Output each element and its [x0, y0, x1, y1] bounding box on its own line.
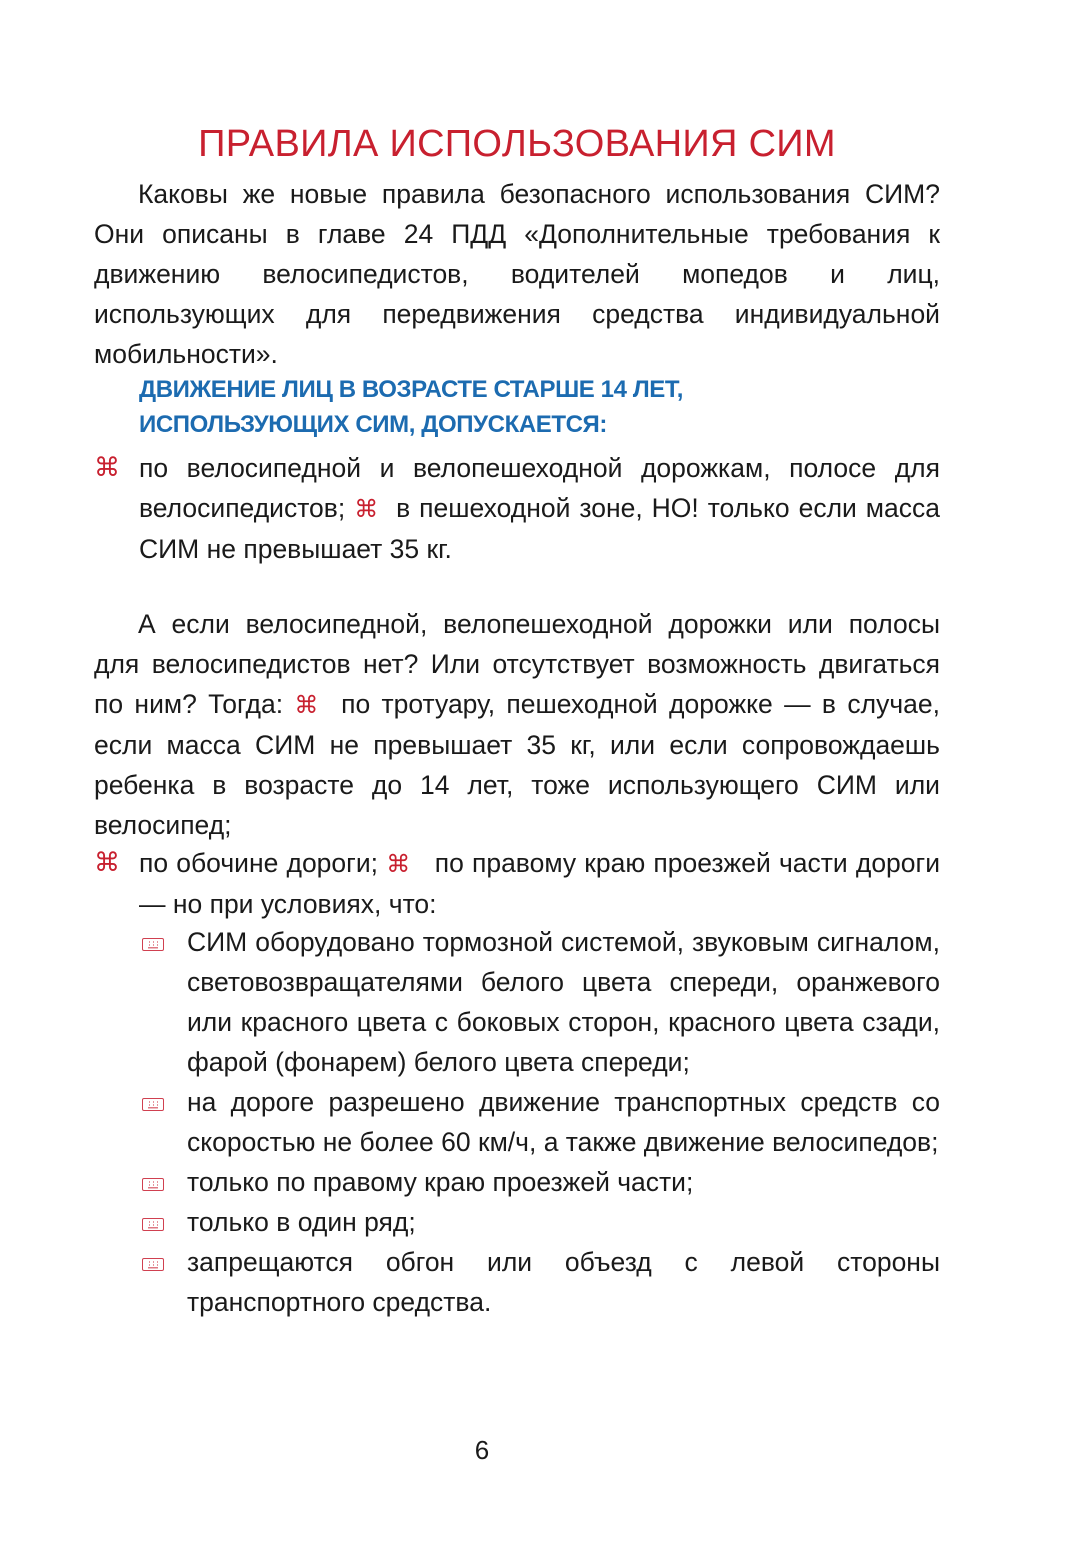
intro-paragraph: Каковы же новые правила безопасного использования СИМ? Они описаны в главе 24 ПДД «Дополнительные требования к движению велосипедистов, водителей мопедов и лиц, использующих для передвижения средства индивидуальной мобильности».	[94, 179, 940, 369]
command-key-icon: ⌘	[94, 848, 120, 878]
command-key-icon: ⌘	[294, 691, 319, 719]
list-item	[187, 1162, 940, 1202]
roadside-paragraph	[139, 843, 940, 924]
keyboard-icon	[142, 1098, 164, 1111]
sidewalk-rule-text: по тротуару, пешеходной дорожке — в случае, если масса СИМ не превышает 35 кг, или если сопровождаешь ребенка в возрасте до 14 лет, тоже использующего СИМ или велосипед;	[94, 689, 940, 840]
list-item	[187, 1242, 940, 1322]
subheading-line-2: ИСПОЛЬЗУЮЩИХ СИМ, ДОПУСКАЕТСЯ:	[139, 411, 607, 438]
conditions-list	[187, 922, 940, 1322]
roadside-right-edge-text: по правому краю проезжей части дороги — но при условиях, что:	[139, 848, 941, 919]
condition-text: только в один ряд;	[187, 1207, 416, 1237]
condition-text: СИМ оборудовано тормозной системой, звуковым сигналом, световозвращателями белого цвета спереди, оранжевого или красного цвета с боковых сторон, красного цвета сзади, фарой (фонарем) белого цвета спереди;	[187, 927, 940, 1077]
section-subheading	[139, 372, 899, 442]
allowed-pedestrian-zone-text: в пешеходной зоне, НО! только если масса СИМ не превышает 35 кг.	[139, 493, 940, 564]
command-key-icon: ⌘	[354, 495, 379, 523]
keyboard-icon	[142, 938, 164, 951]
condition-text: только по правому краю проезжей части;	[187, 1167, 694, 1197]
subheading-line-1: ДВИЖЕНИЕ ЛИЦ В ВОЗРАСТЕ СТАРШЕ 14 ЛЕТ,	[139, 376, 684, 403]
list-item	[187, 922, 940, 1082]
page-number: 6	[474, 1435, 490, 1465]
roadside-shoulder-text: по обочине дороги;	[139, 848, 378, 878]
keyboard-icon	[142, 1218, 164, 1231]
list-item	[187, 1202, 940, 1242]
condition-text: запрещаются обгон или объезд с левой стороны транспортного средства.	[187, 1247, 940, 1317]
page-title: ПРАВИЛА ИСПОЛЬЗОВАНИЯ СИМ	[198, 123, 836, 165]
command-key-icon: ⌘	[386, 850, 411, 878]
command-key-icon: ⌘	[94, 453, 120, 483]
alternative-question-text: А если велосипедной, велопешеходной дорожки или полосы для велосипедистов нет? Или отсутствует возможность двигаться по ним? Тогда:	[94, 609, 940, 719]
list-item	[187, 1082, 940, 1162]
keyboard-icon	[142, 1178, 164, 1191]
allowed-bike-lanes-text: по велосипедной и велопешеходной дорожкам, полосе для велосипедистов;	[139, 453, 940, 523]
keyboard-icon	[142, 1258, 164, 1271]
condition-text: на дороге разрешено движение транспортных средств со скоростью не более 60 км/ч, а также движение велосипедов;	[187, 1087, 940, 1157]
alternative-paragraph	[94, 604, 940, 845]
allowed-paths-paragraph	[139, 448, 940, 569]
